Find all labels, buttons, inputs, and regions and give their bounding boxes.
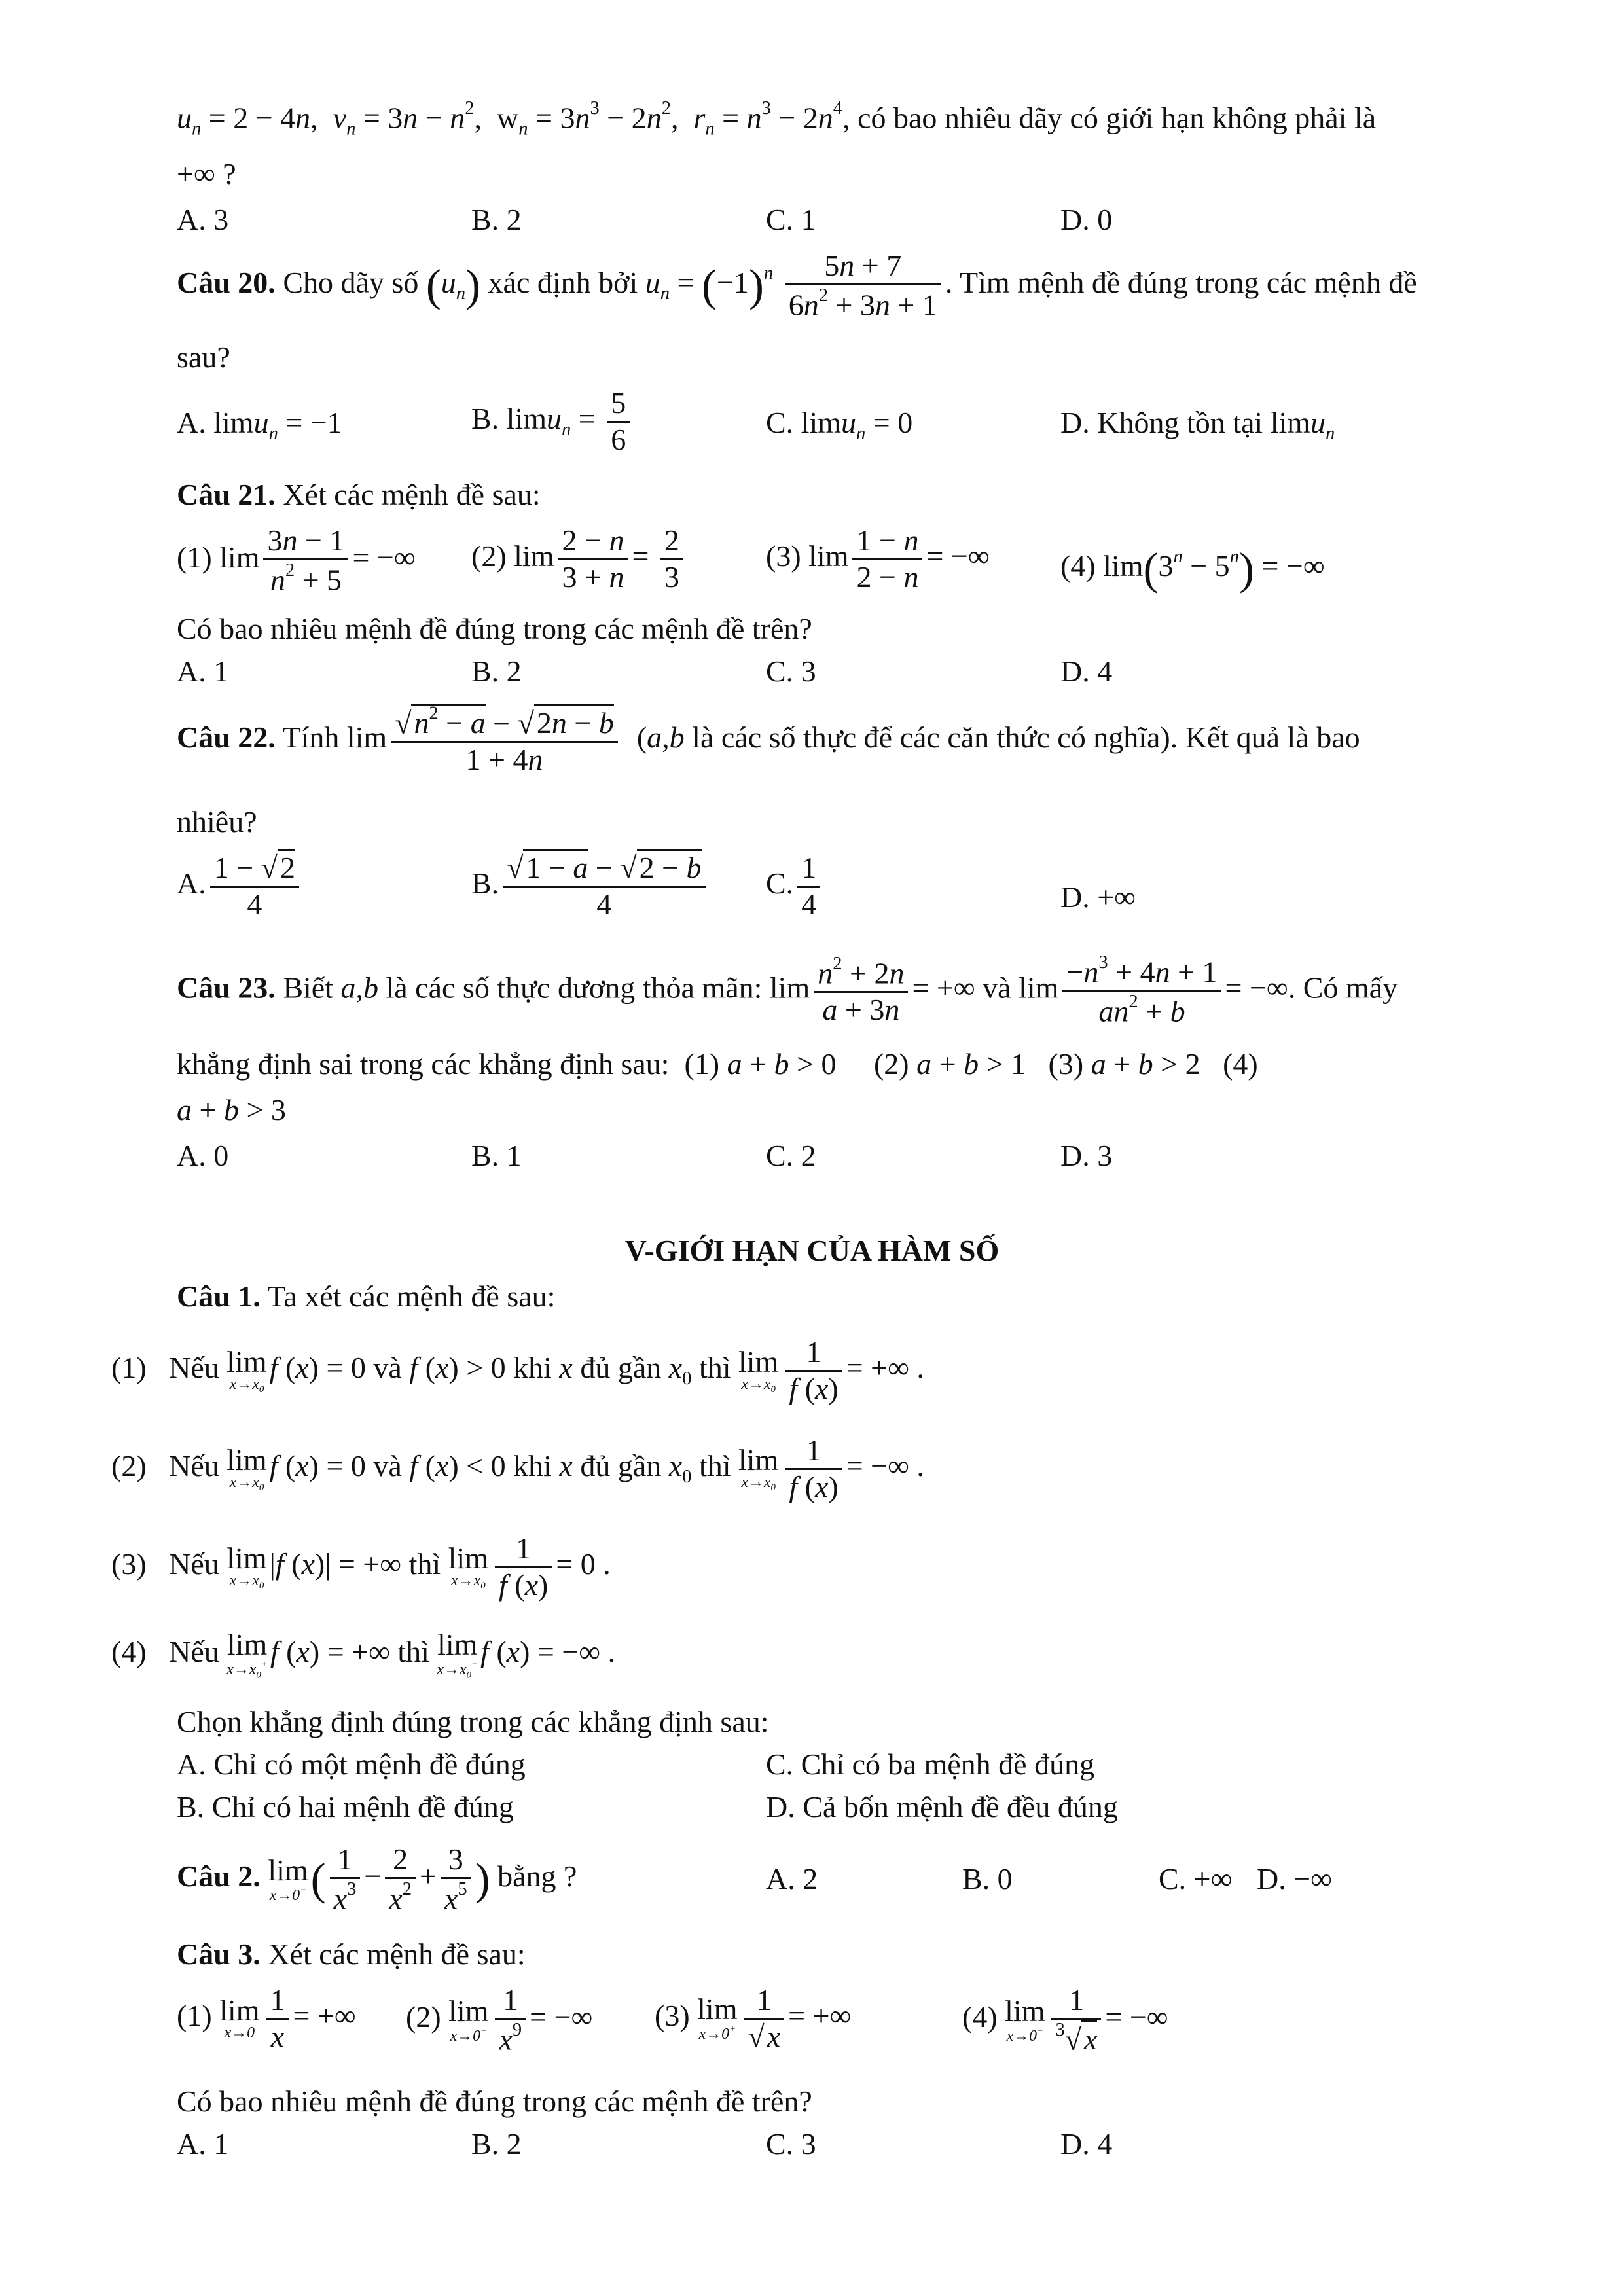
s5q1-option-a[interactable]: A. Chỉ có một mệnh đề đúng	[177, 1748, 526, 1781]
q23-text2: là các số thực dương thỏa mãn:	[386, 971, 763, 1005]
q20-label: Câu 20.	[177, 266, 276, 300]
s5q1-option-b[interactable]: B. Chỉ có hai mệnh đề đúng	[177, 1790, 514, 1823]
s5q3-option-d[interactable]: D. 4	[1060, 2127, 1113, 2161]
q23-option-b[interactable]: B. 1	[471, 1139, 522, 1172]
q21-item-2: (2) lim $\frac{2 - n}{3 + n}$ = $\frac{2}{3}$	[471, 524, 687, 595]
q20-text1: Cho dãy số	[283, 266, 419, 300]
q19-option-c[interactable]: C. 1	[766, 203, 816, 236]
q20-option-c[interactable]: C. limu$_n$ = 0	[766, 406, 913, 444]
s5q2-option-a[interactable]: A. 2	[766, 1862, 818, 1895]
q22-text2: là các số thực để các căn thức có nghĩa). Kết quả là bao	[692, 721, 1360, 755]
q21-item-4: (4) $\lim(3^n - 5^n)$ = −∞	[1060, 544, 1325, 594]
q21-item-3: (3) lim $\frac{1 - n}{2 - n}$ = −∞	[766, 524, 990, 594]
s5q1-label: Câu 1.	[177, 1280, 261, 1313]
s5q1-item-2: (2) Nếu lim $x\to x_0$ f (x) = 0 và f (x) < 0 khi x đủ gần $x_0$ thì lim $x\to x_0$ $\frac{1}{f (x)}$ = −∞ .	[111, 1433, 924, 1503]
q21-option-a[interactable]: A. 1	[177, 655, 229, 688]
q19-option-a[interactable]: A. 3	[177, 203, 229, 236]
q20-fraction: $\frac{5n + 7}{6n^2 + 3n + 1}$	[785, 249, 941, 323]
s5q3-item-3: (3) lim x→0+ $\frac{1}{√x}$ = +∞	[655, 1983, 852, 2053]
s5q2-label: Câu 2.	[177, 1859, 261, 1893]
s5q1-statement	[177, 1280, 555, 1314]
q23-statement: Câu 23. Biết a,b là các số thực dương thỏa mãn: lim $\frac{n^2 + 2n}{a + 3n}$ = +∞ và lim $\frac{-n^3 + 4n + 1}{an^2 + b}$ = −∞. Có mấy	[177, 952, 1398, 1028]
q20-option-a[interactable]: A. limu$_n$ = −1	[177, 406, 342, 444]
q19-sequences-line: $u_n = 2 - 4n$, $v_n = 3n - n^2$, $w_n = 3n^3 - 2n^2$, $r_n = n^3 - 2n^4$, có bao nhiêu dãy có giới hạn không phải là	[177, 98, 1377, 139]
q22-text1: Tính	[282, 721, 340, 755]
q22-option-a[interactable]: A. $\frac{1 - √2}{4}$	[177, 851, 303, 922]
s5q3-option-a[interactable]: A. 1	[177, 2127, 229, 2161]
s5q1-item-1: (1) Nếu lim $x\to x_0$ f (x) = 0 và f (x) > 0 khi x đủ gần $x_0$ thì lim $x\to x_0$ $\frac{1}{f (x)}$ = +∞ .	[111, 1335, 924, 1405]
s5q1-choose: Chọn khẳng định đúng trong các khẳng định sau:	[177, 1705, 769, 1738]
q20-statement: Câu 20. Cho dãy số $(u_n)$ xác định bởi $u_n = (-1)^n$ $\frac{5n + 7}{6n^2 + 3n + 1}$ . Tìm mệnh đề đúng trong các mệnh đề	[177, 249, 1417, 322]
q22-option-c[interactable]: C. $\frac{1}{4}$	[766, 851, 824, 922]
s5q2-option-d[interactable]: D. −∞	[1257, 1862, 1332, 1895]
s5q3-option-b[interactable]: B. 2	[471, 2127, 522, 2161]
q23-option-d[interactable]: D. 3	[1060, 1139, 1113, 1172]
q23-item-4-cont: a + b > 3	[177, 1093, 286, 1126]
q19-option-d[interactable]: D. 0	[1060, 203, 1113, 236]
q22-line2: nhiêu?	[177, 805, 257, 838]
s5q3-statement	[177, 1937, 526, 1972]
q22-label: Câu 22.	[177, 721, 276, 755]
q20-option-d[interactable]: D. Không tồn tại limu$_n$	[1060, 406, 1335, 444]
q22-option-d[interactable]: D. +∞	[1060, 880, 1136, 914]
s5q3-item-2: (2) lim x→0− $\frac{1}{x^9}$ = −∞	[406, 1983, 593, 2056]
q21-question: Có bao nhiêu mệnh đề đúng trong các mệnh đề trên?	[177, 612, 812, 645]
s5q1-option-d[interactable]: D. Cả bốn mệnh đề đều đúng	[766, 1790, 1118, 1823]
s5q3-item-1: (1) lim x→0 $\frac{1}{x}$ = +∞	[177, 1983, 356, 2053]
q21-option-d[interactable]: D. 4	[1060, 655, 1113, 688]
s5q2-statement: Câu 2. lim x→0− ( $\frac{1}{x^3}$ − $\frac{2}{x^2}$ + $\frac{3}{x^5}$ ) bằng ?	[177, 1842, 577, 1916]
q19-option-b[interactable]: B. 2	[471, 203, 522, 236]
s5q3-label: Câu 3.	[177, 1937, 261, 1971]
q23-option-a[interactable]: A. 0	[177, 1139, 229, 1172]
q23-and: và	[983, 971, 1011, 1005]
s5q3-text: Xét các mệnh đề sau:	[268, 1937, 526, 1971]
q21-statement	[177, 478, 541, 512]
q23-line2: khẳng định sai trong các khẳng định sau: (1) a + b > 0 (2) a + b > 1 (3) a + b > 2 (4)	[177, 1047, 1258, 1081]
q20-text3: . Tìm mệnh đề đúng trong các mệnh đề	[945, 266, 1417, 300]
q21-option-c[interactable]: C. 3	[766, 655, 816, 688]
s5q2-option-b[interactable]: B. 0	[962, 1862, 1013, 1895]
q23-label: Câu 23.	[177, 971, 276, 1005]
q21-item-1: (1) lim $\frac{3n - 1}{n^2 + 5}$ = −∞	[177, 524, 416, 597]
q20-option-b[interactable]: B. limu$_n$ = $\frac{5}{6}$	[471, 386, 634, 457]
s5q1-text: Ta xét các mệnh đề sau:	[267, 1280, 556, 1313]
s5q3-question: Có bao nhiêu mệnh đề đúng trong các mệnh đề trên?	[177, 2085, 812, 2118]
q19-line1-suffix: , có bao nhiêu dãy có giới hạn không phải là	[842, 101, 1377, 135]
q23-line2-text: khẳng định sai trong các khẳng định sau:	[177, 1047, 670, 1081]
s5q1-item-4: (4) Nếu lim $x\to x_0^+$ f (x) = +∞ thì lim $x\to x_0^-$ f (x) = −∞ .	[111, 1628, 616, 1681]
q19-line2: +∞ ?	[177, 157, 236, 190]
q20-text2: xác định bởi	[488, 266, 638, 300]
section-title: V-GIỚI HẠN CỦA HÀM SỐ	[624, 1234, 1000, 1267]
s5q1-item-3: (3) Nếu lim $x\to x_0$ |f (x)| = +∞ thì lim $x\to x_0$ $\frac{1}{f (x)}$ = 0 .	[111, 1532, 611, 1602]
q22-statement: Câu 22. Tính lim $\frac{√n^2 - a - √2n - b}{1 + 4n}$ (a,b là các số thực để các căn thức có nghĩa). Kết quả là bao	[177, 704, 1360, 777]
q21-text: Xét các mệnh đề sau:	[283, 478, 541, 511]
q20-option-d-text: D. Không tồn tại	[1060, 406, 1263, 439]
q23-option-c[interactable]: C. 2	[766, 1139, 816, 1172]
s5q3-item-4: (4) lim x→0− $\frac{1}{^3√x}$ = −∞	[962, 1983, 1168, 2056]
q23-text3: . Có mấy	[1288, 971, 1398, 1005]
s5q2-option-c[interactable]: C. +∞	[1159, 1862, 1233, 1895]
q20-line2: sau?	[177, 340, 230, 374]
q21-option-b[interactable]: B. 2	[471, 655, 522, 688]
q21-label: Câu 21.	[177, 478, 276, 511]
q23-text1: Biết	[283, 971, 333, 1005]
s5q2-equals: bằng ?	[497, 1859, 577, 1893]
s5q1-option-c[interactable]: C. Chỉ có ba mệnh đề đúng	[766, 1748, 1095, 1781]
q22-option-b[interactable]: B. $\frac{√1 - a - √2 - b}{4}$	[471, 851, 710, 922]
s5q3-option-c[interactable]: C. 3	[766, 2127, 816, 2161]
q22-fraction: $\frac{√n^2 - a - √2n - b}{1 + 4n}$	[391, 704, 618, 778]
